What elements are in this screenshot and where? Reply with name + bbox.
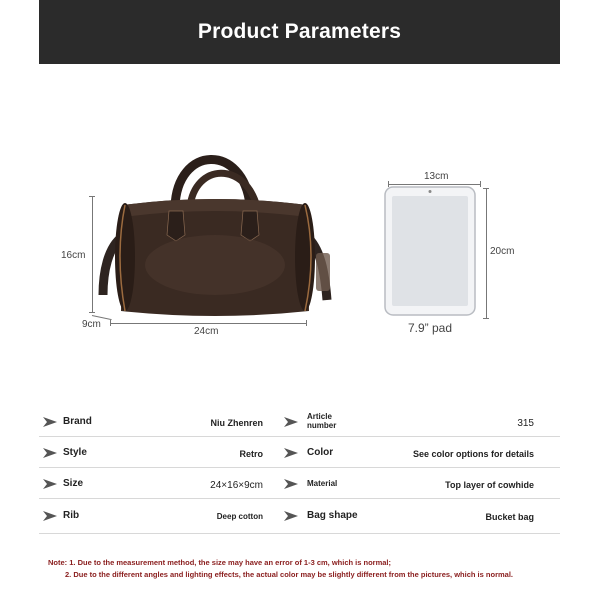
param-label: Article number <box>307 412 337 430</box>
arrow-icon <box>284 511 298 521</box>
page-title: Product Parameters <box>197 20 402 43</box>
tablet-width-tick-right <box>480 181 481 187</box>
tablet-icon <box>384 186 476 316</box>
param-label: Size <box>63 478 84 489</box>
arrow-icon <box>43 511 57 521</box>
param-value: Bucket bag <box>485 512 534 522</box>
param-value: Niu Zhenren <box>210 418 263 428</box>
tablet-width-label: 13cm <box>424 171 449 182</box>
param-label: Brand <box>63 416 92 427</box>
bag-width-label: 24cm <box>194 326 219 337</box>
param-row <box>39 468 560 499</box>
param-value: 24×16×9cm <box>210 480 263 491</box>
param-value: Retro <box>239 449 263 459</box>
param-label: Color <box>307 447 334 458</box>
param-row <box>39 499 560 534</box>
parameters-table <box>39 406 560 534</box>
bag-image <box>95 135 335 325</box>
arrow-icon <box>284 448 298 458</box>
arrow-icon <box>43 448 57 458</box>
bag-depth-label: 9cm <box>82 319 101 330</box>
bag-height-label: 16cm <box>61 250 86 261</box>
header-banner <box>39 0 560 64</box>
tablet-height-label: 20cm <box>490 246 515 257</box>
param-row <box>39 437 560 468</box>
tablet-height-line <box>486 188 487 318</box>
bag-height-line <box>92 196 93 312</box>
param-label: Style <box>63 447 87 458</box>
param-value: Top layer of cowhide <box>445 480 534 490</box>
param-value: Deep cotton <box>216 512 263 521</box>
tablet-label: 7.9” pad <box>408 321 453 335</box>
param-label: Rib <box>63 510 80 521</box>
tablet-height-tick-top <box>483 188 489 189</box>
note-line-1: Note: 1. Due to the measurement method, the size may have an error of 1-3 cm, which is normal; <box>48 558 392 567</box>
tablet-width-line <box>388 184 480 185</box>
note-line-2: 2. Due to the different angles and lighting effects, the actual color may be slightly different from the pictures, which is normal. <box>65 570 513 579</box>
tablet-height-tick-bottom <box>483 318 489 319</box>
param-value: 315 <box>517 418 534 429</box>
param-label: Bag shape <box>307 510 358 521</box>
param-row <box>39 406 560 437</box>
arrow-icon <box>284 417 298 427</box>
arrow-icon <box>43 417 57 427</box>
param-value: See color options for details <box>412 449 534 459</box>
param-label: Material <box>307 479 338 488</box>
arrow-icon <box>43 479 57 489</box>
arrow-icon <box>284 479 298 489</box>
